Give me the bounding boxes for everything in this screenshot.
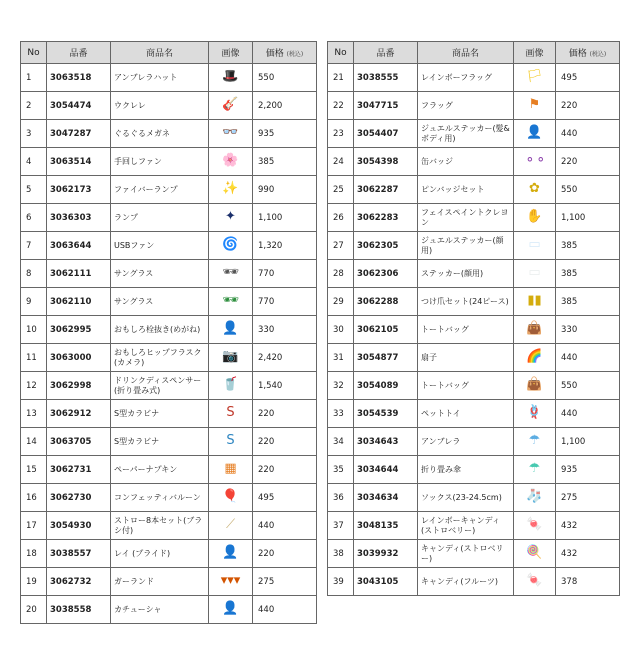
product-table-left: [20, 41, 317, 624]
item-price: 220: [556, 148, 620, 176]
product-thumbnail-icon: 🕶: [222, 264, 239, 280]
table-row: [328, 204, 620, 232]
item-price: 385: [556, 232, 620, 260]
item-no: 17: [21, 512, 47, 540]
item-no: 37: [328, 512, 354, 540]
item-price: 935: [253, 120, 317, 148]
item-price: 1,320: [253, 232, 317, 260]
table-row: [328, 344, 620, 372]
item-image: [209, 400, 253, 428]
table-header-row: [328, 42, 620, 64]
item-price: 432: [556, 540, 620, 568]
table-row: [328, 372, 620, 400]
header-price: [556, 42, 620, 64]
item-no: 16: [21, 484, 47, 512]
table-row: [328, 232, 620, 260]
table-row: [21, 120, 317, 148]
item-name: ガーランド: [111, 568, 209, 596]
item-code: 3062111: [47, 260, 111, 288]
item-image: [514, 120, 556, 148]
header-code: 品番: [354, 42, 418, 64]
item-price: 220: [253, 400, 317, 428]
product-thumbnail-icon: 👜: [526, 320, 543, 336]
item-price: 220: [253, 428, 317, 456]
item-price: 495: [253, 484, 317, 512]
item-code: 3038555: [354, 64, 418, 92]
table-row: [328, 64, 620, 92]
item-name: フェイスペイントクレヨン: [418, 204, 514, 232]
item-no: 35: [328, 456, 354, 484]
item-name: アンブレラハット: [111, 64, 209, 92]
item-code: 3063514: [47, 148, 111, 176]
item-price: 495: [556, 64, 620, 92]
item-code: 3034644: [354, 456, 418, 484]
item-name: ペーパーナプキン: [111, 456, 209, 484]
item-code: 3062306: [354, 260, 418, 288]
item-code: 3062998: [47, 372, 111, 400]
item-no: 9: [21, 288, 47, 316]
table-row: [328, 288, 620, 316]
header-price-label: 価格: [265, 49, 284, 59]
table-row: [21, 372, 317, 400]
item-image: [209, 428, 253, 456]
item-name: ソックス(23-24.5cm): [418, 484, 514, 512]
item-price: 990: [253, 176, 317, 204]
item-image: [209, 484, 253, 512]
table-row: [21, 540, 317, 568]
item-no: 27: [328, 232, 354, 260]
item-image: [514, 148, 556, 176]
item-price: 550: [556, 372, 620, 400]
product-thumbnail-icon: ✋: [526, 208, 543, 224]
item-name: ペットトイ: [418, 400, 514, 428]
item-name: 折り畳み傘: [418, 456, 514, 484]
item-name: カチューシャ: [111, 596, 209, 624]
item-code: 3054930: [47, 512, 111, 540]
item-name: ジュエルステッカー(髪&ボディ用): [418, 120, 514, 148]
item-price: 550: [253, 64, 317, 92]
item-code: 3048135: [354, 512, 418, 540]
item-no: 36: [328, 484, 354, 512]
item-name: レイ (プライド): [111, 540, 209, 568]
item-no: 11: [21, 344, 47, 372]
item-image: [209, 120, 253, 148]
table-row: [328, 148, 620, 176]
product-thumbnail-icon: 🍬: [526, 516, 543, 532]
item-price: 770: [253, 288, 317, 316]
item-code: 3034634: [354, 484, 418, 512]
item-image: [209, 232, 253, 260]
item-no: 38: [328, 540, 354, 568]
product-thumbnail-icon: ✨: [222, 180, 239, 196]
table-row: [21, 148, 317, 176]
item-name: つけ爪セット(24ピース): [418, 288, 514, 316]
header-no: No: [21, 42, 47, 64]
item-code: 3054407: [354, 120, 418, 148]
item-name: S型カラビナ: [111, 400, 209, 428]
item-code: 3054474: [47, 92, 111, 120]
item-code: 3054089: [354, 372, 418, 400]
item-price: 770: [253, 260, 317, 288]
item-code: 3062288: [354, 288, 418, 316]
item-image: [209, 316, 253, 344]
item-code: 3062173: [47, 176, 111, 204]
table-row: [21, 456, 317, 484]
product-thumbnail-icon: 👤: [222, 544, 239, 560]
item-price: 385: [556, 260, 620, 288]
item-price: 220: [253, 540, 317, 568]
table-row: [328, 540, 620, 568]
item-name: トートバッグ: [418, 316, 514, 344]
header-price: [253, 42, 317, 64]
item-name: トートバッグ: [418, 372, 514, 400]
product-table-right: [327, 41, 620, 596]
item-image: [514, 372, 556, 400]
item-code: 3039932: [354, 540, 418, 568]
product-thumbnail-icon: ✿: [529, 180, 540, 196]
item-price: 275: [556, 484, 620, 512]
table-row: [21, 316, 317, 344]
item-image: [209, 512, 253, 540]
item-name: USBファン: [111, 232, 209, 260]
header-tax-note: (税込): [589, 51, 607, 58]
table-row: [328, 484, 620, 512]
item-no: 13: [21, 400, 47, 428]
table-row: [21, 428, 317, 456]
item-name: S型カラビナ: [111, 428, 209, 456]
item-name: サングラス: [111, 260, 209, 288]
item-code: 3062110: [47, 288, 111, 316]
item-no: 33: [328, 400, 354, 428]
item-image: [514, 512, 556, 540]
item-price: 385: [556, 288, 620, 316]
header-name: 商品名: [418, 42, 514, 64]
product-thumbnail-icon: 🎸: [222, 96, 239, 112]
table-row: [21, 176, 317, 204]
item-name: ファイバーランプ: [111, 176, 209, 204]
header-tax-note: (税込): [286, 51, 304, 58]
item-code: 3062995: [47, 316, 111, 344]
product-thumbnail-icon: ▭: [528, 264, 541, 280]
product-thumbnail-icon: ⚬⚬: [524, 152, 547, 168]
item-image: [514, 344, 556, 372]
product-thumbnail-icon: 🍭: [526, 544, 543, 560]
table-row: [328, 512, 620, 540]
product-thumbnail-icon: 🏳: [526, 68, 543, 84]
item-name: 缶バッジ: [418, 148, 514, 176]
item-no: 28: [328, 260, 354, 288]
item-code: 3062287: [354, 176, 418, 204]
item-no: 19: [21, 568, 47, 596]
item-name: ピンバッジセット: [418, 176, 514, 204]
item-no: 7: [21, 232, 47, 260]
table-row: [21, 92, 317, 120]
item-image: [209, 204, 253, 232]
product-thumbnail-icon: S: [226, 432, 235, 448]
item-image: [514, 204, 556, 232]
item-price: 2,200: [253, 92, 317, 120]
item-code: 3063644: [47, 232, 111, 260]
product-thumbnail-icon: ▭: [528, 236, 541, 252]
item-code: 3062283: [354, 204, 418, 232]
item-price: 378: [556, 568, 620, 596]
product-thumbnail-icon: 📷: [222, 348, 239, 364]
item-no: 12: [21, 372, 47, 400]
table-header-row: [21, 42, 317, 64]
item-no: 26: [328, 204, 354, 232]
item-code: 3043105: [354, 568, 418, 596]
item-no: 1: [21, 64, 47, 92]
item-price: 440: [253, 596, 317, 624]
item-image: [209, 540, 253, 568]
header-image: 画像: [209, 42, 253, 64]
item-code: 3036303: [47, 204, 111, 232]
item-image: [209, 344, 253, 372]
item-no: 4: [21, 148, 47, 176]
item-code: 3063705: [47, 428, 111, 456]
table-row: [328, 120, 620, 148]
item-image: [514, 568, 556, 596]
item-name: レインボーキャンディ(ストロベリー): [418, 512, 514, 540]
product-thumbnail-icon: ▦: [224, 460, 237, 476]
item-name: フラッグ: [418, 92, 514, 120]
item-image: [514, 64, 556, 92]
item-price: 440: [253, 512, 317, 540]
table-row: [21, 232, 317, 260]
table-row: [21, 596, 317, 624]
item-name: レインボーフラッグ: [418, 64, 514, 92]
item-image: [209, 260, 253, 288]
item-price: 275: [253, 568, 317, 596]
item-image: [209, 64, 253, 92]
header-name: 商品名: [111, 42, 209, 64]
product-thumbnail-icon: 🌸: [222, 152, 239, 168]
item-code: 3038558: [47, 596, 111, 624]
header-code: 品番: [47, 42, 111, 64]
table-row: [328, 176, 620, 204]
item-no: 23: [328, 120, 354, 148]
product-thumbnail-icon: 👜: [526, 376, 543, 392]
product-thumbnail-icon: ▾▾▾: [220, 572, 241, 588]
table-row: [21, 204, 317, 232]
item-no: 8: [21, 260, 47, 288]
item-image: [514, 400, 556, 428]
item-price: 1,540: [253, 372, 317, 400]
product-thumbnail-icon: S: [226, 404, 235, 420]
item-no: 25: [328, 176, 354, 204]
product-thumbnail-icon: ✦: [225, 208, 236, 224]
item-name: ランプ: [111, 204, 209, 232]
item-name: ウクレレ: [111, 92, 209, 120]
item-image: [209, 288, 253, 316]
item-price: 330: [556, 316, 620, 344]
item-price: 550: [556, 176, 620, 204]
item-code: 3047287: [47, 120, 111, 148]
table-row: [328, 456, 620, 484]
table-row: [21, 484, 317, 512]
item-name: コンフェッティバルーン: [111, 484, 209, 512]
table-row: [328, 400, 620, 428]
product-thumbnail-icon: 🪢: [526, 404, 543, 420]
item-no: 24: [328, 148, 354, 176]
item-name: キャンディ(フルーツ): [418, 568, 514, 596]
product-thumbnail-icon: 👤: [222, 600, 239, 616]
item-no: 22: [328, 92, 354, 120]
item-no: 20: [21, 596, 47, 624]
product-thumbnail-icon: 🍬: [526, 572, 543, 588]
item-name: キャンディ(ストロベリー): [418, 540, 514, 568]
product-thumbnail-icon: ☂: [528, 460, 541, 476]
item-no: 10: [21, 316, 47, 344]
product-thumbnail-icon: 🎩: [222, 68, 239, 84]
item-image: [514, 316, 556, 344]
item-image: [514, 456, 556, 484]
item-image: [514, 176, 556, 204]
table-row: [328, 428, 620, 456]
item-code: 3054398: [354, 148, 418, 176]
item-price: 220: [556, 92, 620, 120]
item-no: 3: [21, 120, 47, 148]
item-image: [514, 260, 556, 288]
table-row: [21, 344, 317, 372]
item-name: おもしろ栓抜き(めがね): [111, 316, 209, 344]
item-price: 2,420: [253, 344, 317, 372]
product-thumbnail-icon: 👤: [526, 124, 543, 140]
product-thumbnail-icon: 👤: [222, 320, 239, 336]
item-image: [209, 92, 253, 120]
item-image: [514, 232, 556, 260]
header-image: 画像: [514, 42, 556, 64]
table-row: [21, 288, 317, 316]
item-no: 2: [21, 92, 47, 120]
item-no: 32: [328, 372, 354, 400]
item-no: 5: [21, 176, 47, 204]
table-row: [21, 64, 317, 92]
item-code: 3062730: [47, 484, 111, 512]
item-name: ジュエルステッカー(顔用): [418, 232, 514, 260]
item-no: 30: [328, 316, 354, 344]
item-price: 1,100: [253, 204, 317, 232]
item-name: 扇子: [418, 344, 514, 372]
item-name: ステッカー(顔用): [418, 260, 514, 288]
item-no: 21: [328, 64, 354, 92]
item-code: 3054539: [354, 400, 418, 428]
table-row: [21, 568, 317, 596]
item-code: 3062305: [354, 232, 418, 260]
table-row: [328, 92, 620, 120]
item-image: [209, 176, 253, 204]
item-no: 31: [328, 344, 354, 372]
item-code: 3062912: [47, 400, 111, 428]
item-code: 3062732: [47, 568, 111, 596]
item-name: サングラス: [111, 288, 209, 316]
item-code: 3063518: [47, 64, 111, 92]
product-thumbnail-icon: ▮▮: [527, 292, 542, 308]
item-no: 6: [21, 204, 47, 232]
item-image: [514, 484, 556, 512]
item-name: おもしろヒップフラスク(カメラ): [111, 344, 209, 372]
product-thumbnail-icon: 🎈: [222, 488, 239, 504]
item-image: [514, 428, 556, 456]
item-name: ドリンクディスペンサー(折り畳み式): [111, 372, 209, 400]
item-code: 3054877: [354, 344, 418, 372]
table-row: [328, 568, 620, 596]
item-price: 440: [556, 344, 620, 372]
item-price: 432: [556, 512, 620, 540]
item-image: [514, 92, 556, 120]
item-no: 39: [328, 568, 354, 596]
item-name: ストロー8本セット(ブラシ付): [111, 512, 209, 540]
product-thumbnail-icon: 👓: [222, 124, 239, 140]
item-price: 330: [253, 316, 317, 344]
product-thumbnail-icon: 🥤: [222, 376, 239, 392]
table-row: [328, 316, 620, 344]
product-thumbnail-icon: 🕶: [222, 292, 239, 308]
product-thumbnail-icon: ⚑: [528, 96, 541, 112]
item-price: 1,100: [556, 204, 620, 232]
item-price: 385: [253, 148, 317, 176]
item-no: 29: [328, 288, 354, 316]
item-name: アンブレラ: [418, 428, 514, 456]
header-no: No: [328, 42, 354, 64]
item-image: [514, 540, 556, 568]
item-image: [514, 288, 556, 316]
item-image: [209, 596, 253, 624]
product-thumbnail-icon: 🌀: [222, 236, 239, 252]
table-row: [21, 512, 317, 540]
item-code: 3062731: [47, 456, 111, 484]
item-code: 3062105: [354, 316, 418, 344]
product-thumbnail-icon: ☂: [528, 432, 541, 448]
item-code: 3047715: [354, 92, 418, 120]
item-name: 手回しファン: [111, 148, 209, 176]
table-row: [21, 260, 317, 288]
table-row: [21, 400, 317, 428]
item-no: 18: [21, 540, 47, 568]
item-no: 34: [328, 428, 354, 456]
item-image: [209, 568, 253, 596]
item-price: 440: [556, 120, 620, 148]
product-thumbnail-icon: ⟋: [225, 516, 236, 532]
table-row: [328, 260, 620, 288]
item-image: [209, 372, 253, 400]
product-thumbnail-icon: 🌈: [526, 348, 543, 364]
item-code: 3034643: [354, 428, 418, 456]
item-price: 1,100: [556, 428, 620, 456]
item-name: ぐるぐるメガネ: [111, 120, 209, 148]
header-price-label: 価格: [568, 49, 587, 59]
item-price: 935: [556, 456, 620, 484]
item-no: 15: [21, 456, 47, 484]
item-code: 3063000: [47, 344, 111, 372]
item-price: 440: [556, 400, 620, 428]
item-image: [209, 456, 253, 484]
item-price: 220: [253, 456, 317, 484]
item-image: [209, 148, 253, 176]
product-thumbnail-icon: 🧦: [526, 488, 543, 504]
item-no: 14: [21, 428, 47, 456]
item-code: 3038557: [47, 540, 111, 568]
